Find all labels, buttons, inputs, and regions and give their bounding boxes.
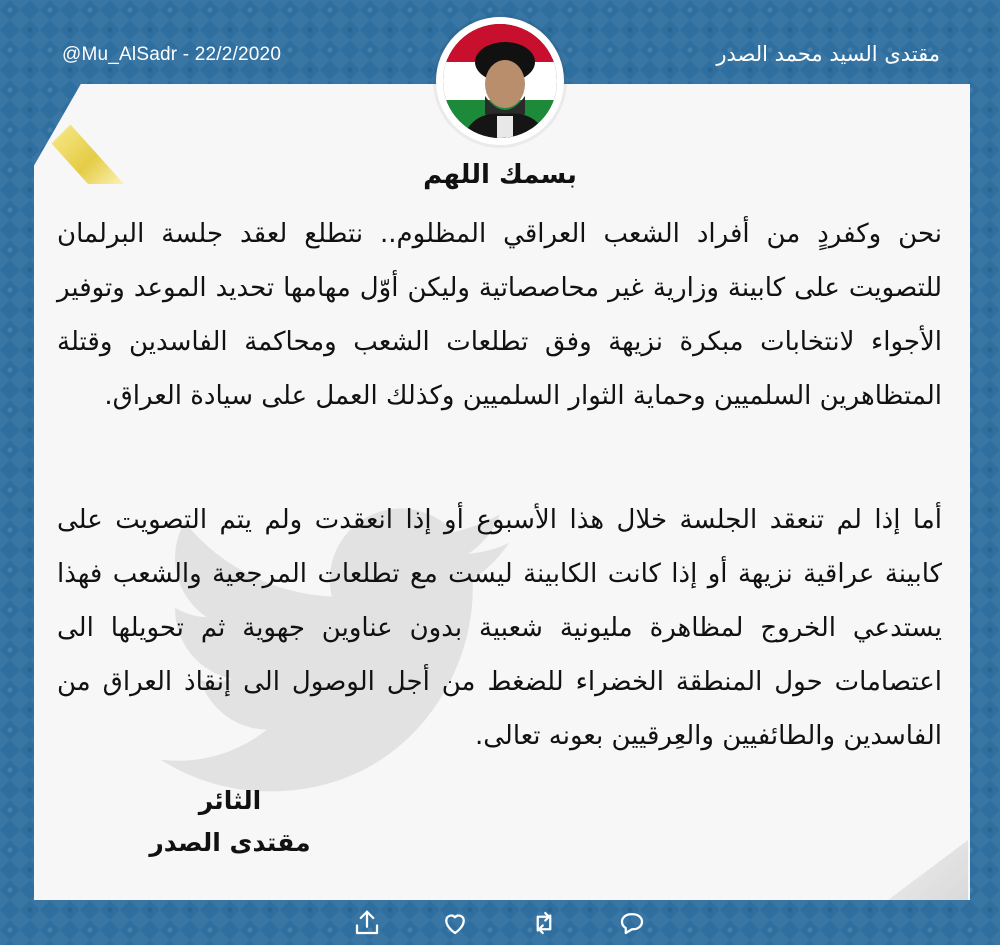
tweet-paragraph-2: أما إذا لم تنعقد الجلسة خلال هذا الأسبوع أو إذا انعقدت ولم يتم التصويت على كابينة عراقية نزيهة أو إذا كانت الكابينة ليست مع تطلعات المرجعية والشعب فهذا يستدعي الخروج لمظاهرة مليونية شعبية بدون عناوين جهوية ثم تحويلها الى اعتصامات حول المنطقة الخضراء للضغط من أجل الوصول الى إنقاذ العراق من الفاسدين والطائفيين والعِرقيين بعونه تعالى.	[57, 505, 942, 751]
avatar[interactable]	[436, 17, 564, 145]
share-icon	[352, 908, 382, 938]
reply-button[interactable]	[617, 908, 647, 938]
retweet-icon	[529, 908, 559, 938]
handle-date: @Mu_AlSadr - 22/2/2020	[62, 44, 282, 65]
display-name: مقتدى السيد محمد الصدر	[716, 42, 940, 66]
reply-icon	[617, 908, 647, 938]
retweet-button[interactable]	[529, 908, 559, 938]
tweet-paragraph-1: نحن وكفردٍ من أفراد الشعب العراقي المظلوم.. نتطلع لعقد جلسة البرلمان للتصويت على كابينة وزارية غير محاصصاتية وليكن أوّل مهامها تحديد الموعد وتوفير الأجواء لانتخابات مبكرة نزيهة وفق تطلعات الشعب ومحاكمة الفاسدين وقتلة المتظاهرين السلميين وحماية الثوار السلميين وكذلك العمل على سيادة العراق.	[57, 219, 942, 411]
share-button[interactable]	[352, 908, 382, 938]
avatar-photo	[443, 24, 557, 138]
signature	[130, 780, 330, 864]
like-button[interactable]	[440, 908, 470, 938]
signature-line-2: مقتدى الصدر	[149, 828, 311, 857]
tweet-title: بسمك اللهم	[423, 160, 577, 190]
signature-line-1: الثائر	[198, 786, 262, 815]
tweet-action-bar	[0, 905, 1000, 945]
like-icon	[440, 908, 470, 938]
